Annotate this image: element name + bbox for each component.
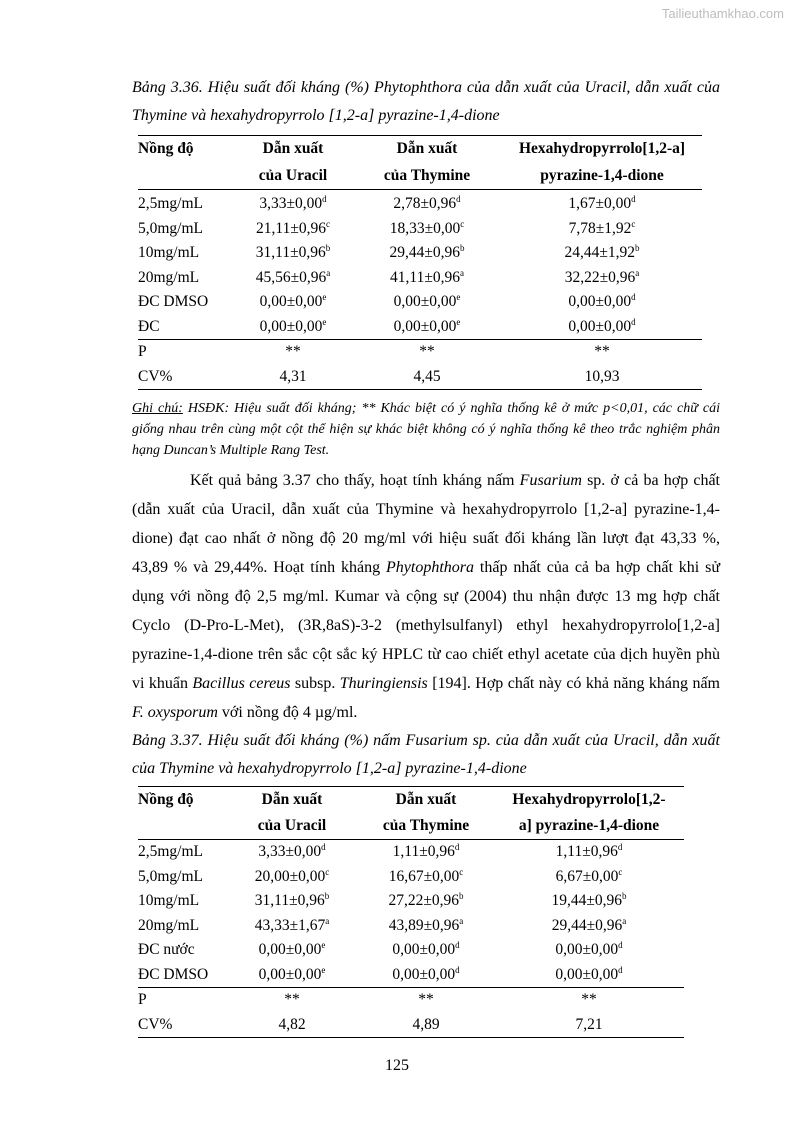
table-row — [138, 290, 702, 315]
header-cell: Hexahydropyrrolo[1,2- — [494, 787, 684, 814]
value-cell: 6,67±0,00$^c$ — [555, 866, 623, 885]
value-cell: 31,11±0,96$^b$ — [255, 242, 331, 261]
value-cell: 18,33±0,00$^c$ — [389, 218, 465, 237]
value-cell: 0,00±0,00$^d$ — [392, 939, 460, 958]
value-cell: 0,00±0,00$^d$ — [555, 964, 623, 983]
table-row-cv — [138, 365, 702, 390]
value-cell: 27,22±0,96$^b$ — [388, 890, 464, 909]
table-row — [138, 865, 684, 890]
row-label: 2,5mg/mL — [138, 195, 204, 212]
value-cell: 24,44±1,92$^b$ — [564, 242, 640, 261]
row-label: 10mg/mL — [138, 892, 200, 909]
header-cell — [138, 813, 226, 840]
value-cell: 7,21 — [494, 1013, 684, 1038]
value-cell: 29,44±0,96$^a$ — [551, 915, 627, 934]
value-cell: 0,00±0,00$^e$ — [259, 291, 327, 310]
value-cell: 4,89 — [358, 1013, 494, 1038]
row-label: 5,0mg/mL — [138, 867, 204, 885]
row-label: 20mg/mL — [138, 916, 200, 934]
header-cell: a] pyrazine-1,4-dione — [494, 813, 684, 840]
header-cell: Nồng độ — [138, 136, 234, 163]
row-label: CV% — [138, 365, 234, 390]
table-row — [138, 938, 684, 963]
row-label: 2,5mg/mL — [138, 843, 204, 860]
value-cell: ** — [352, 340, 502, 365]
value-cell: 4,31 — [234, 365, 352, 390]
table-row — [138, 963, 684, 988]
value-cell: 29,44±0,96$^b$ — [389, 242, 465, 261]
page-number: 125 — [385, 1057, 409, 1074]
value-cell: 1,11±0,96$^d$ — [555, 841, 623, 860]
value-cell: ** — [226, 988, 358, 1013]
watermark-text: Tailieuthamkhao.com — [661, 6, 784, 21]
header-cell: của Thymine — [358, 813, 494, 840]
value-cell: 45,56±0,96$^a$ — [255, 267, 331, 286]
header-cell — [138, 162, 234, 190]
value-cell: 0,00±0,00$^e$ — [393, 291, 461, 310]
table-row-p — [138, 988, 684, 1013]
table-row — [138, 241, 702, 266]
table-header-row — [138, 787, 684, 814]
value-cell: 21,11±0,96$^c$ — [256, 218, 330, 237]
header-cell: Dẫn xuất — [226, 787, 358, 814]
value-cell: 4,45 — [352, 365, 502, 390]
value-cell: 19,44±0,96$^b$ — [551, 890, 627, 909]
value-cell: 1,67±0,00$^d$ — [568, 193, 636, 212]
row-label: ĐC — [138, 317, 160, 335]
row-label: ĐC DMSO — [138, 965, 209, 983]
value-cell: 1,11±0,96$^d$ — [392, 841, 460, 860]
value-cell: 20,00±0,00$^c$ — [254, 866, 330, 885]
table-row — [138, 266, 702, 291]
value-cell: 31,11±0,96$^b$ — [254, 890, 330, 909]
value-cell: 0,00±0,00$^e$ — [258, 964, 326, 983]
header-cell: Dẫn xuất — [358, 787, 494, 814]
value-cell: 0,00±0,00$^d$ — [568, 291, 636, 310]
table-fusarium — [138, 786, 684, 1038]
value-cell: 32,22±0,96$^a$ — [564, 267, 640, 286]
value-cell: 0,00±0,00$^e$ — [259, 316, 327, 335]
table-header-row — [138, 162, 702, 190]
value-cell: 7,78±1,92$^c$ — [568, 218, 636, 237]
table-row — [138, 315, 702, 340]
value-cell: 43,33±1,67$^a$ — [254, 915, 330, 934]
value-cell: 4,82 — [226, 1013, 358, 1038]
row-label: 20mg/mL — [138, 268, 200, 286]
table-header-row — [138, 136, 702, 163]
table-phytophthora — [138, 135, 702, 390]
header-cell: của Uracil — [226, 813, 358, 840]
table-row — [138, 217, 702, 242]
body-paragraph: Kết quả bảng 3.37 cho thấy, hoạt tính kháng nấm Fusarium sp. ở cả ba hợp chất (dẫn xuất của Uracil, dẫn xuất của Thymine và hexahydropyrrolo [1,2-a] pyrazine-1,4-dione) đạt cao nhất ở nồng độ 20 mg/ml với hiệu suất đối kháng lần lượt đạt 43,33 %, 43,89 % và 29,44%. Hoạt tính kháng Phytophthora thấp nhất của cả ba hợp chất khi sử dụng với nồng độ 2,5 mg/ml. Kumar và cộng sự (2004) thu nhận được 13 mg hợp chất Cyclo (D-Pro-L-Met), (3R,8aS)-3-2 (methylsulfanyl) ethyl hexahydropyrrolo[1,2-a] pyrazine-1,4-dione trên sắc cột sắc ký HPLC từ cao chiết ethyl acetate của dịch huyền phù vi khuẩn Bacillus cereus subsp. Thuringiensis [194]. Hợp chất này có khả năng kháng nấm F. oxysporum với nồng độ 4 µg/ml. — [132, 472, 721, 721]
header-cell: Nồng độ — [138, 787, 226, 814]
value-cell: 16,67±0,00$^c$ — [388, 866, 464, 885]
table-row — [138, 190, 702, 217]
value-cell: 0,00±0,00$^e$ — [393, 316, 461, 335]
value-cell: ** — [358, 988, 494, 1013]
table-header-row — [138, 813, 684, 840]
table-note — [132, 398, 720, 461]
value-cell: 3,33±0,00$^d$ — [258, 841, 326, 860]
table-row — [138, 914, 684, 939]
value-cell: 10,93 — [502, 365, 702, 390]
value-cell: 0,00±0,00$^d$ — [392, 964, 460, 983]
table-row — [138, 889, 684, 914]
value-cell: ** — [502, 340, 702, 365]
value-cell: 0,00±0,00$^d$ — [568, 316, 636, 335]
value-cell: 0,00±0,00$^d$ — [555, 939, 623, 958]
header-cell: của Thymine — [352, 162, 502, 190]
row-label: P — [138, 988, 226, 1013]
table-row-p — [138, 340, 702, 365]
header-cell: pyrazine-1,4-dione — [502, 162, 702, 190]
table1-caption: Bảng 3.36. Hiệu suất đối kháng (%) Phytophthora của dẫn xuất của Uracil, dẫn xuất của Thymine và hexahydropyrrolo [1,2-a] pyrazine-1,4-dione — [132, 79, 720, 124]
note-text: HSĐK: Hiệu suất đối kháng; ** Khác biệt có ý nghĩa thống kê ở mức p<0,01, các chữ cái giống nhau trên cùng một cột thể hiện sự khác biệt không có ý nghĩa thống kê theo trắc nghiệm phân hạng Duncan’s Multiple Rang Test. — [132, 401, 720, 458]
table-row-cv — [138, 1013, 684, 1038]
row-label: ĐC nước — [138, 941, 195, 958]
header-cell: Dẫn xuất — [352, 136, 502, 163]
value-cell: 0,00±0,00$^e$ — [258, 939, 326, 958]
table2-caption: Bảng 3.37. Hiệu suất đối kháng (%) nấm Fusarium sp. của dẫn xuất của Uracil, dẫn xuất của Thymine và hexahydropyrrolo [1,2-a] pyrazine-1,4-dione — [132, 732, 720, 777]
value-cell: 2,78±0,96$^d$ — [393, 193, 461, 212]
row-label: CV% — [138, 1013, 226, 1038]
value-cell: 3,33±0,00$^d$ — [259, 193, 327, 212]
row-label: ĐC DMSO — [138, 293, 209, 310]
header-cell: Dẫn xuất — [234, 136, 352, 163]
value-cell: ** — [234, 340, 352, 365]
row-label: P — [138, 340, 234, 365]
header-cell: của Uracil — [234, 162, 352, 190]
table-row — [138, 840, 684, 865]
row-label: 10mg/mL — [138, 244, 200, 261]
note-lead: Ghi chú: — [132, 401, 183, 416]
value-cell: ** — [494, 988, 684, 1013]
value-cell: 43,89±0,96$^a$ — [388, 915, 464, 934]
header-cell: Hexahydropyrrolo[1,2-a] — [502, 136, 702, 163]
row-label: 5,0mg/mL — [138, 219, 204, 237]
value-cell: 41,11±0,96$^a$ — [390, 267, 464, 286]
